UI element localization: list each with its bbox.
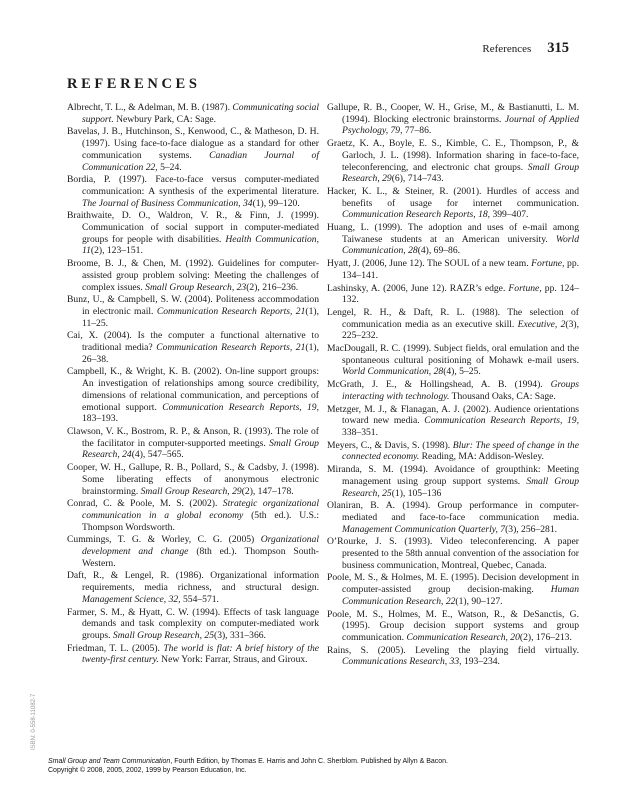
reference-entry [67,102,319,125]
reference-italic-part: Strategic organizational communication in a global economy [82,498,319,521]
reference-entry [67,462,319,497]
reference-entry [67,498,319,533]
reference-text-part: 193–234. [461,656,500,668]
reference-text-part: (6), 714–743. [391,173,444,185]
reference-entry [67,643,319,666]
reference-text-part: (2), 123–151. [90,245,143,257]
reference-text-part: (5th ed.). U.S.: Thompson Wordsworth. [82,509,319,533]
reference-entry [327,186,579,221]
footer-line-1 [48,757,588,766]
reference-text-part: Campbell, K., & Wright, K. B. (2002). On-line support groups: An investigation of relationships among source credibility, dimensions of relational communication, and perceptions of emotional support. [67,366,319,413]
reference-text-part: Meyers, C., & Davis, S. (1998). [327,439,453,451]
reference-entry [67,294,319,329]
reference-text-part: Huang, L. (1999). The adoption and uses of e-mail among Taiwanese students at an American university. [327,222,579,245]
reference-entry [327,283,579,306]
reference-text-part: Braithwaite, D. O., Waldron, V. R., & Finn, J. (1999). Communication of social support in computer-mediated groups for people with disabilities. [67,210,319,245]
reference-entry [67,330,319,365]
reference-text-part: (1), 105–136 [391,487,442,499]
reference-text-part: Olaniran, B. A. (1994). Group performance in computer-mediated and face-to-face communication media. [327,500,579,523]
reference-italic-part: World Communication, 28 [342,366,444,378]
reference-italic-part: Small Group Research, 29 [140,485,242,497]
running-head-section: References [482,43,532,55]
reference-text-part: (1), 26–38. [82,342,319,365]
footer-line-2: Copyright © 2008, 2005, 2002, 1999 by Pearson Education, Inc. [48,767,247,774]
references-right-column [327,102,579,669]
reference-italic-part: Small Group Research, 25 [342,475,579,499]
reference-text-part: Thousand Oaks, CA: Sage. [449,390,556,402]
page-title: REFERENCES [67,76,201,92]
reference-entry [67,534,319,569]
reference-italic-part: Blur: The speed of change in the connected economy. [342,439,579,463]
reference-text-part: Daft, R., & Lengel, R. (1986). Organizational information requirements, media richness, and structural design. [67,570,319,594]
reference-entry [327,500,579,535]
reference-text-part: Lengel, R. H., & Daft, R. L. (1988). The selection of communication media as an executive skill. [327,306,579,330]
reference-text-part: Albrecht, T. L., & Adelman, M. B. (1987). [67,102,233,113]
reference-entry [327,609,579,644]
reference-italic-part: The Journal of Business Communication, 34 [82,197,253,209]
reference-entry [67,426,319,461]
reference-text-part: (1), 11–25. [82,305,319,329]
reference-text-part: Rains, S. (2005). Leveling the playing field virtually. [327,644,579,656]
reference-text-part: 554–571. [180,593,219,605]
reference-text-part: Newbury Park, CA: Sage. [113,113,217,125]
copyright-footer [48,757,588,775]
footer-book-title: Small Group and Team Communication [48,758,171,765]
reference-text-part: Poole, M. S., & Holmes, M. E. (1995). Decision development in computer-assisted group decision-making. [327,572,579,596]
reference-text-part: Cummings, T. G. & Worley, C. G. (2005) [67,534,261,546]
reference-text-part: Broome, B. J., & Chen, M. (1992). Guidelines for computer-assisted group problem solving: Meeting the challenges of complex issues. [67,258,319,293]
reference-italic-part: Communication Research Reports, 19, [162,401,320,413]
reference-entry [327,404,579,439]
reference-entry [67,570,319,605]
reference-entry [67,258,319,293]
reference-text-part: Cai, X. (2004). Is the computer a functional alternative to traditional media? [67,330,319,354]
reference-entry [327,645,579,668]
reference-text-part: Reading, MA: Addison-Wesley. [419,451,544,463]
reference-italic-part: Communications Research, 33, [342,656,462,668]
reference-entry [327,343,579,378]
reference-text-part: Clawson, V. K., Bostrom, R. P., & Anson, R. (1993). The role of the facilitator in computer-supported meetings. [67,425,319,449]
reference-entry [327,258,579,281]
reference-italic-part: Communicating social support. [82,102,319,125]
reference-text-part: Gallupe, R. B., Cooper, W. H., Grise, M., & Bastianutti, L. M. (1994). Blocking electronic brainstorms. [327,102,579,125]
reference-text-part: Farmer, S. M., & Hyatt, C. W. (1994). Effects of task language demands and task complexity on computer-mediated work groups. [67,606,319,641]
reference-text-part: (3), 331–366. [214,629,266,641]
reference-entry [327,464,579,499]
reference-entry [67,174,319,209]
references-left-column [67,102,319,667]
reference-italic-part: Human Communication Research, 22 [342,584,579,607]
reference-italic-part: World Communication, 28 [342,233,579,257]
reference-entry [67,210,319,257]
reference-text-part: (4), 69–86. [417,245,461,257]
reference-text-part: McGrath, J. E., & Hollingshead, A. B. (1994). [327,379,551,391]
reference-italic-part: Journal of Applied Psychology, 79, [342,113,579,137]
reference-text-part: (8th ed.). Thompson South-Western. [82,546,319,569]
reference-text-part: (3), 256–281. [505,523,558,535]
reference-entry [327,536,579,571]
reference-italic-part: Organizational development and change [82,534,319,558]
reference-italic-part: Small Group Research, 29 [342,161,579,185]
reference-text-part: O’Rourke, J. S. (1993). Video teleconferencing. A paper presented to the 58th annual convention of the association for business communication, Montreal, Quebec, Canada. [327,536,579,571]
reference-text-part: 183–193. [82,413,118,425]
reference-text-part: Poole, M. S., Holmes, M. E., Watson, R., & DeSanctis, G. (1995). Group decision support systems and group communication. [327,608,579,643]
reference-text-part: (3), 225–232. [342,318,579,342]
reference-text-part: Lashinsky, A. (2006, June 12). RAZR’s edge. [327,282,509,294]
reference-italic-part: Management Communication Quarterly, 7 [342,523,506,535]
reference-text-part: pp. 134–141. [342,258,580,281]
reference-entry [327,222,579,257]
reference-entry [67,366,319,425]
reference-text-part: (2), 176–213. [519,631,572,643]
reference-text-part: 338–351. [342,426,378,438]
reference-entry [327,138,579,185]
reference-text-part: Bavelas, J. B., Hutchinson, S., Kenwood, C., & Matheson, D. H. (1997). Using face-to-face dialogue as a standard for other communication systems. [67,126,319,161]
reference-italic-part: Communication Research Reports, 21 [156,305,306,317]
reference-text-part: Conrad, C. & Poole, M. S. (2002). [67,498,223,510]
reference-text-part: New York: Farrar, Straus, and Giroux. [158,654,308,666]
reference-text-part: Miranda, S. M. (1994). Avoidance of groupthink: Meeting management using group support systems. [327,464,579,487]
reference-italic-part: Fortune, [531,258,565,270]
page-number: 315 [547,40,569,56]
reference-entry [67,126,319,173]
reference-italic-part: Small Group Research, 23 [145,281,247,293]
footer-publication-info: , Fourth Edition, by Thomas E. Harris and John C. Sherblom. Published by Allyn & Bacon. [170,758,448,765]
reference-text-part: Cooper, W. H., Gallupe, R. B., Pollard, S., & Cadsby, J. (1998). Some liberating effects of anonymous electronic brainstorming. [67,462,319,497]
reference-italic-part: Communication Research, 20 [406,631,520,643]
reference-text-part: (4), 5–25. [443,366,481,378]
reference-entry [327,102,579,137]
reference-italic-part: Groups interacting with technology. [342,379,579,402]
reference-italic-part: Communication Research Reports, 18, [342,209,491,221]
reference-text-part: Hacker, K. L., & Steiner, R. (2001). Hurdles of access and benefits of usage for internet communication. [327,185,579,209]
running-head [482,40,569,57]
reference-italic-part: Executive, 2 [517,318,566,330]
reference-text-part: (1), 99–120. [252,197,300,209]
reference-italic-part: Communication Research Reports, 21 [156,342,306,354]
reference-entry [327,307,579,342]
reference-italic-part: Fortune, [508,282,542,294]
reference-text-part: Graetz, K. A., Boyle, E. S., Kimble, C. E., Thompson, P., & Garloch, J. L. (1998). Information sharing in face-to-face, teleconferencing, and electronic chat groups. [327,138,579,173]
reference-text-part: Bordia, P. (1997). Face-to-face versus computer-mediated communication: A synthesis of the experimental literature. [67,174,319,197]
reference-text-part: 399–407. [490,209,529,221]
reference-text-part: 77–86. [402,125,432,137]
reference-italic-part: Health Communication, 11 [82,233,319,257]
reference-entry [327,572,579,607]
reference-italic-part: Management Science, 32, [82,593,181,605]
reference-text-part: Friedman, T. L. (2005). [67,642,164,654]
reference-text-part: (2), 147–178. [241,485,294,497]
reference-entry [67,607,319,642]
reference-italic-part: Communication Research Reports, 19, [424,415,579,427]
isbn-side-note: ISBN: 0-558-11082-7 [31,693,37,750]
reference-italic-part: Small Group Research, 25 [112,629,214,641]
reference-text-part: pp. 124–132. [342,282,579,306]
reference-text-part: Bunz, U., & Campbell, S. W. (2004). Politeness accommodation in electronic mail. [67,294,319,317]
reference-text-part: MacDougall, R. C. (1999). Subject fields, oral emulation and the spontaneous cultural positioning of Mohawk e-mail users. [327,343,579,366]
reference-text-part: (1), 90–127. [455,595,503,607]
reference-italic-part: Canadian Journal of Communication 22, [82,149,319,173]
reference-text-part: 5–24. [157,161,182,173]
reference-italic-part: Small Group Research, 24 [82,437,319,461]
reference-text-part: Metzger, M. J., & Flanagan, A. J. (2002). Audience orientations toward new media. [327,403,579,427]
reference-entry [327,440,579,463]
reference-text-part: Hyatt, J. (2006, June 12). The SOUL of a new team. [327,258,532,270]
reference-entry [327,379,579,402]
reference-text-part: (2), 216–236. [246,281,299,293]
reference-italic-part: The world is flat: A brief history of the twenty-first century. [82,642,319,666]
reference-text-part: (4), 547–565. [131,449,184,461]
